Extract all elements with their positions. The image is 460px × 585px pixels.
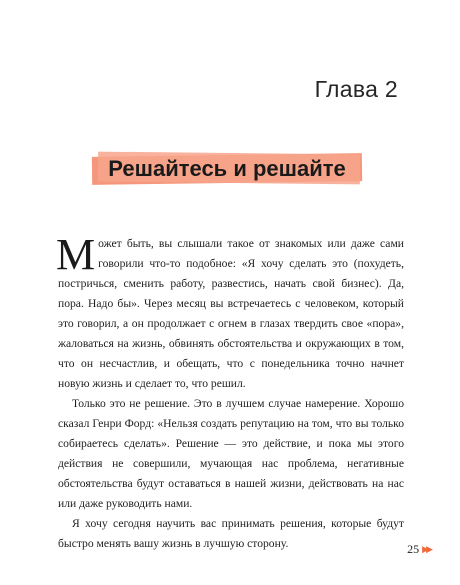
chapter-label: Глава 2 (314, 76, 398, 102)
chapter-title (92, 152, 362, 186)
paragraph-1 (56, 230, 404, 394)
page-number: 25 (407, 542, 420, 556)
drop-cap: М (56, 230, 96, 279)
paragraph-1-text: ожет быть, вы слышали такое от знакомых или даже сами говорили что-то подобное: «Я хочу сделать это (похудеть, постричься, сменить работу, развестись, начать свой бизнес). Да, пора. Надо бы». Через месяц вы встречаетесь с человеком, который это говорил, а он продолжает с огнем в глазах твердить свое «пора», жаловаться на жизнь, обвинять обстоятельства и окружающих в том, что он несчастлив, и обещать, что с понедельника точно начнет новую жизнь и сделает то, что решил. (58, 237, 404, 390)
body-text (56, 230, 404, 554)
double-arrow-icon: ▶▶ (422, 544, 430, 555)
paragraph-3: Я хочу сегодня научить вас принимать решения, которые будут быстро менять вашу жизнь в лучшую сторону. (58, 517, 404, 550)
page-footer (407, 542, 430, 557)
paragraph-2: Только это не решение. Это в лучшем случае намерение. Хорошо сказал Генри Форд: «Нельзя создать репутацию на том, что вы только собираетесь сделать». Решение — это действие, и пока мы этого действия не совершили, мучающая нас проблема, негативные обстоятельства будут оставаться в нашей жизни, действовать на нас или даже руководить нами. (58, 397, 404, 510)
chapter-title-text: Решайтесь и решайте (108, 156, 346, 181)
